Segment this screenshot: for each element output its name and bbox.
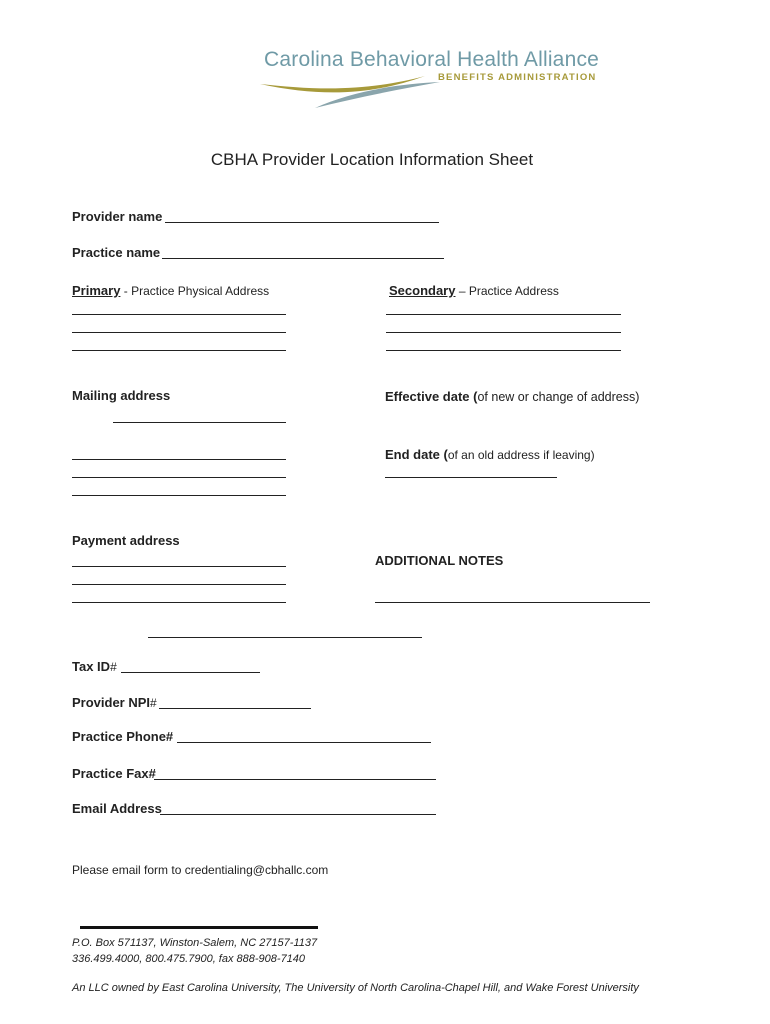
mailing-address-line-4[interactable] xyxy=(72,495,286,496)
end-date-label: End date ( xyxy=(385,447,448,462)
provider-name-field[interactable] xyxy=(165,222,439,223)
footer-address: P.O. Box 571137, Winston-Salem, NC 27157-1137 xyxy=(72,937,318,949)
provider-name-label: Provider name xyxy=(72,209,163,224)
practice-phone-field[interactable] xyxy=(177,742,431,743)
email-address-field[interactable] xyxy=(160,814,436,815)
practice-name-label: Practice name xyxy=(72,245,161,260)
payment-address-line-2[interactable] xyxy=(72,584,286,585)
practice-name-field[interactable] xyxy=(162,258,444,259)
secondary-desc: – Practice Address xyxy=(455,284,559,298)
effective-date-desc: of new or change of address) xyxy=(477,390,640,404)
mailing-address-line-3[interactable] xyxy=(72,477,286,478)
secondary-address-heading xyxy=(389,283,559,298)
tax-id-hash: # xyxy=(110,660,117,674)
page-title: CBHA Provider Location Information Sheet xyxy=(210,150,534,169)
additional-notes-field[interactable] xyxy=(375,602,650,603)
npi-heading xyxy=(72,695,157,710)
practice-fax-label: Practice Fax# xyxy=(72,766,156,781)
primary-label: Primary xyxy=(72,283,121,298)
practice-fax-field[interactable] xyxy=(154,779,436,780)
footer-llc-note: An LLC owned by East Carolina University, The University of North Carolina-Chapel Hill, and Wake Forest University xyxy=(72,982,639,994)
npi-hash: # xyxy=(150,696,157,710)
email-instruction: Please email form to credentialing@cbhallc.com xyxy=(72,863,329,877)
logo-org-name: Carolina Behavioral Health Alliance xyxy=(264,48,600,71)
npi-label: Provider NPI xyxy=(72,695,151,710)
npi-field[interactable] xyxy=(159,708,311,709)
primary-address-line-1[interactable] xyxy=(72,314,286,315)
mailing-address-label: Mailing address xyxy=(72,388,171,403)
payment-address-line-1[interactable] xyxy=(72,566,286,567)
primary-address-line-3[interactable] xyxy=(72,350,286,351)
footer-divider xyxy=(80,926,318,929)
footer-phones: 336.499.4000, 800.475.7900, fax 888-908-7140 xyxy=(72,953,306,965)
email-address-label: Email Address xyxy=(72,801,162,816)
mailing-address-line-2[interactable] xyxy=(72,459,286,460)
effective-date-label: Effective date ( xyxy=(385,389,478,404)
secondary-label: Secondary xyxy=(389,283,456,298)
payment-address-label: Payment address xyxy=(72,533,180,548)
mailing-address-line-1[interactable] xyxy=(113,422,286,423)
secondary-address-line-2[interactable] xyxy=(386,332,621,333)
end-date-desc: of an old address if leaving) xyxy=(447,448,595,462)
tax-id-label: Tax ID xyxy=(72,659,111,674)
end-date-field[interactable] xyxy=(385,477,557,478)
practice-phone-label: Practice Phone# xyxy=(72,729,174,744)
primary-address-line-2[interactable] xyxy=(72,332,286,333)
tax-id-field[interactable] xyxy=(121,672,260,673)
tax-id-heading xyxy=(72,659,117,674)
logo-swoosh-icon xyxy=(255,70,455,112)
primary-address-heading xyxy=(72,283,269,298)
payment-address-line-3[interactable] xyxy=(72,602,286,603)
effective-date-heading xyxy=(385,388,639,406)
secondary-address-line-3[interactable] xyxy=(386,350,621,351)
primary-desc: - Practice Physical Address xyxy=(120,284,270,298)
secondary-address-line-1[interactable] xyxy=(386,314,621,315)
payment-address-line-4[interactable] xyxy=(148,637,422,638)
end-date-heading xyxy=(385,446,595,464)
additional-notes-label: ADDITIONAL NOTES xyxy=(375,553,504,568)
logo-org-subtitle: BENEFITS ADMINISTRATION xyxy=(438,72,597,83)
